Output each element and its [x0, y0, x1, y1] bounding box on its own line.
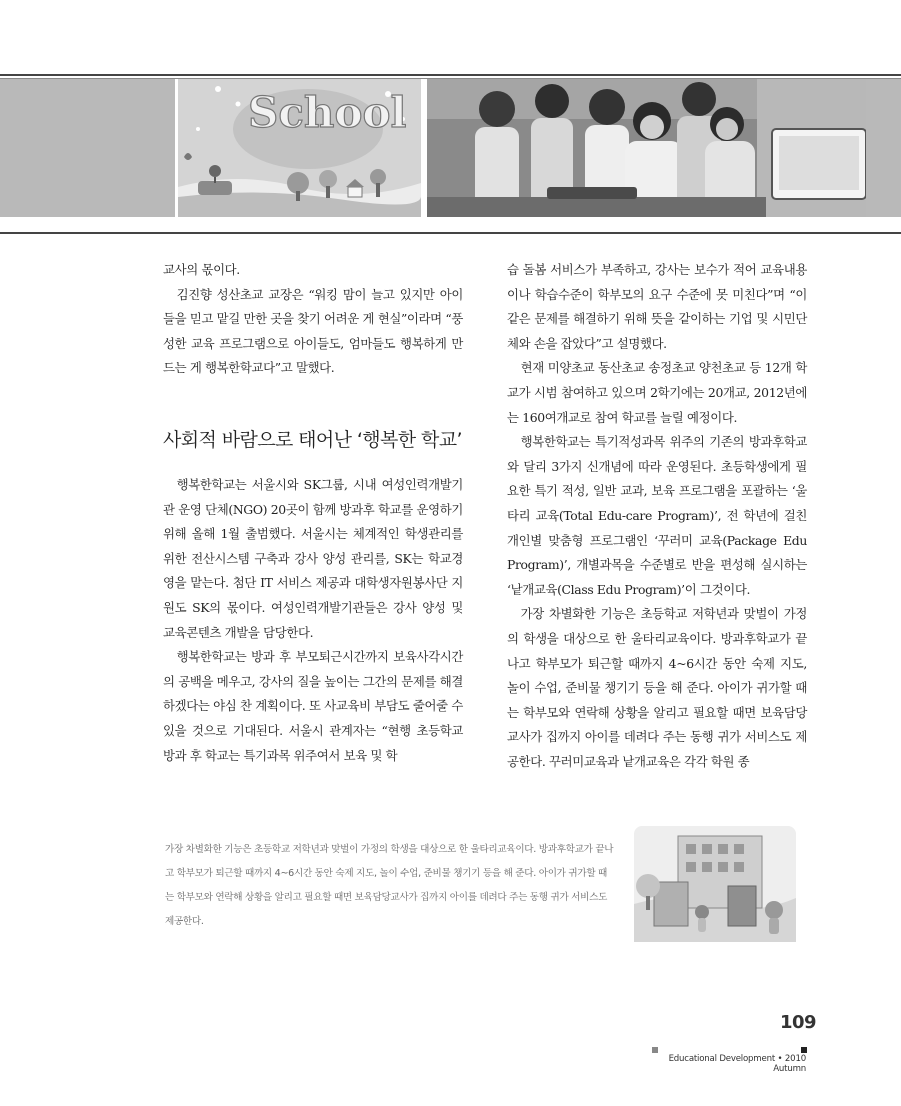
header-gray-band-right	[866, 79, 901, 217]
right-paragraph-4: 가장 차별화한 기능은 초등학교 저학년과 맞벌이 가정의 학생을 대상으로 한 울타리교육이다. 방과후학교가 끝나고 학부모가 퇴근할 때까지 4~6시간 동안 숙제 지도, 놀이 수업, 준비물 챙기기 등을 해 준다. 아이가 귀가할 때는 학부모와 연락해 상황을 알리고 필요할 때면 보육담당교사가 집까지 아이를 데려다 주는 동행 귀가 서비스도 제공한다. 꾸러미교육과 낱개교육은 각각 학원 종	[507, 606, 807, 769]
image-caption: 가장 차별화한 기능은 초등학교 저학년과 맞벌이 가정의 학생을 대상으로 한 울타리교육이다. 방과후학교가 끝나고 학부모가 퇴근할 때까지 4~6시간 동안 숙제 지도, 놀이 수업, 준비물 챙기기 등을 해 준다. 아이가 귀가할 때는 학부모와 연락해 상황을 알리고 필요할 때면 보육담당교사가 집까지 아이를 데려다 주는 동행 귀가 서비스도 제공한다.	[165, 844, 614, 927]
right-paragraph-3: 행복한학교는 특기적성과목 위주의 기존의 방과후학교와 달리 3가지 신개념에 따라 운영된다. 초등학생에게 필요한 특기 적성, 일반 교과, 보육 프로그램을 포괄하는 ‘울타리 교육(Total Edu-care Program)’, 전 학년에 걸친 개인별 맞춤형 프로그램인 ‘꾸러미 교육(Package Edu Program)’, 개별과목을 수준별로 반을 편성해 실시하는 ‘낱개교육(Class Edu Program)’이 그것이다.	[507, 434, 807, 597]
article-right-column	[507, 258, 807, 774]
header-rule-bottom	[0, 232, 901, 234]
left-paragraph-2: 김진향 성산초교 교장은 “워킹 맘이 늘고 있지만 아이들을 믿고 맡길 만한 곳을 찾기 어려운 게 현실”이라며 “풍성한 교육 프로그램으로 아이들도, 엄마들도 행복하게 만드는 게 행복한학교다”고 말했다.	[163, 286, 463, 376]
school-illustration	[178, 79, 421, 217]
left-paragraph-3: 행복한학교는 서울시와 SK그룹, 시내 여성인력개발기관 운영 단체(NGO) 20곳이 함께 방과후 학교를 운영하기 위해 올해 1월 출범했다. 서울시는 체계적인 학생관리를 위한 전산시스템 구축과 강사 양성 관리를, SK는 학교경영을 맡는다. 첨단 IT 서비스 제공과 대학생자원봉사단 지원도 SK의 몫이다. 여성인력개발기관들은 강사 양성 및 교육콘텐츠 개발을 담당한다.	[163, 476, 463, 640]
school-sign-text: School	[248, 88, 407, 137]
article-left-column	[163, 258, 463, 768]
left-paragraph-1: 교사의 몫이다.	[163, 262, 240, 277]
footer-square-marker-left	[652, 1047, 658, 1053]
footer-square-marker-right	[801, 1047, 807, 1053]
header-rule-top	[0, 74, 901, 76]
right-paragraph-1: 습 돌봄 서비스가 부족하고, 강사는 보수가 적어 교육내용이나 학습수준이 학부모의 요구 수준에 못 미친다”며 “이 같은 문제를 해결하기 위해 뜻을 같이하는 기업 및 시민단체와 손을 잡았다”고 설명했다.	[507, 262, 807, 351]
header-gray-band-left	[0, 79, 175, 217]
right-paragraph-2: 현재 미양초교 동산초교 송정초교 양천초교 등 12개 학교가 시범 참여하고 있으며 2학기에는 20개교, 2012년에는 160여개교로 참여 학교를 늘릴 예정이다.	[507, 360, 807, 425]
school-building-illustration	[634, 826, 796, 942]
page-number: 109	[780, 1012, 817, 1033]
students-at-computer-photo	[427, 79, 866, 217]
left-paragraph-4: 행복한학교는 방과 후 부모퇴근시간까지 보육사각시간의 공백을 메우고, 강사의 질을 높이는 그간의 문제를 해결하겠다는 야심 찬 계획이다. 또 사교육비 부담도 줄어줄 수 있을 것으로 기대된다. 서울시 관계자는 “현행 초등학교 방과 후 학교는 특기과목 위주여서 보육 및 학	[163, 649, 463, 763]
section-heading: 사회적 바람으로 태어난 ‘행복한 학교’	[163, 428, 462, 451]
publication-footer: Educational Development • 2010 Autumn	[668, 1054, 806, 1074]
